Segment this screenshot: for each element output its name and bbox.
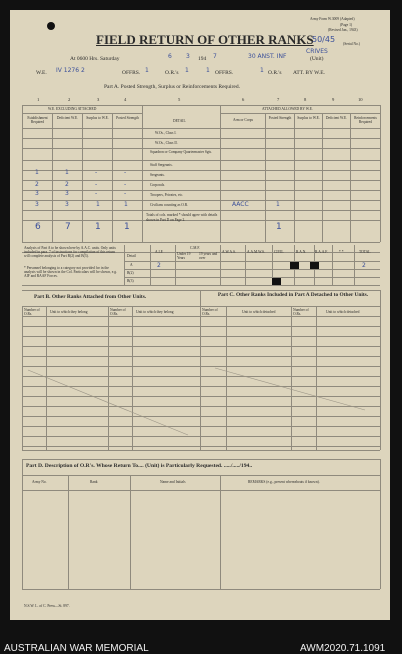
hw-cell[interactable]: 2 <box>35 181 39 188</box>
date-day[interactable]: 6 <box>168 53 172 60</box>
date-year[interactable]: 7 <box>213 53 217 60</box>
total-att[interactable]: 1 <box>276 222 282 232</box>
part-d-col-line <box>22 459 23 589</box>
cancel-line <box>215 368 365 410</box>
we-label: W.E. <box>36 70 47 76</box>
analysis-header: R.A.N. <box>296 250 307 254</box>
att-header: ATTACHED ALLOWED BY W.E. <box>262 107 313 111</box>
serial-value[interactable]: 50/45 <box>312 35 336 44</box>
att-label: ATT. BY W.E. <box>293 70 325 76</box>
we-header: W.E. EXCLUDING ATTACHED <box>48 107 97 111</box>
ors2-value[interactable]: 1 <box>260 67 264 74</box>
col-num: 9 <box>332 97 335 102</box>
att-col-4: Deficient W.E. <box>325 116 348 120</box>
detail-row: Civilians counting as O.R. <box>150 203 189 207</box>
part-d-head2 <box>22 490 380 491</box>
part-c-col: Number of O.Rs. <box>202 308 218 316</box>
footer-left: AUSTRALIAN WAR MEMORIAL <box>4 643 149 654</box>
analysis-row-label: B(2) <box>127 271 134 275</box>
detail-row: Sergeants. <box>150 173 165 177</box>
part-c-col: Unit to which detached <box>326 310 360 314</box>
part-c-col: Unit to which detached <box>242 310 276 314</box>
part-d-col-line <box>220 475 221 589</box>
detail-row: W.Os., Class I. <box>155 131 177 135</box>
printer-line: N.S.W. L. of C. Press—St. 897. <box>24 604 70 608</box>
part-bc-bottom <box>22 450 380 451</box>
form-title: FIELD RETURN OF OTHER RANKS <box>96 32 314 47</box>
part-d-col-line <box>380 459 381 589</box>
analysis-subheader: 19 years and over <box>199 252 218 260</box>
part-d-col-line <box>130 475 131 589</box>
detail-row: Corporals. <box>150 183 166 187</box>
analysis-header: A.I.F. <box>155 250 164 254</box>
hw-cell[interactable]: - <box>95 181 98 188</box>
part-c-title: Part C. Other Ranks Included in Part A Detached to Other Units. <box>217 292 369 298</box>
part-b-col: Number of O.Rs. <box>24 308 40 316</box>
detail-row: Totals of cols. marked * should agree with details shown in Part D on Page 2. <box>146 213 218 222</box>
hw-cell[interactable]: 1 <box>35 169 39 176</box>
analysis-header: TOTAL <box>359 250 371 254</box>
hw-cell[interactable]: - <box>124 190 127 197</box>
analysis-header: C.M.F. <box>190 246 200 250</box>
part-d-title: Part D. Description of O.R's. Whose Return To.... (Unit) is Particularly Requested. ...../...../194.. <box>26 463 253 469</box>
total-cell[interactable]: 1 <box>124 222 130 232</box>
part-d-col: Name and Initials <box>160 480 186 484</box>
part-b-col: Unit to which they belong <box>136 310 174 314</box>
att-col-1: Arm or Corps <box>233 118 253 122</box>
footer-right: AWM2020.71.1091 <box>300 643 386 654</box>
analysis-row-label: B(3) <box>127 279 134 283</box>
col-num: 2 <box>68 97 71 102</box>
analysis-note: Analysis of Part A to be shown here by A.A.C. units. Only units included in para. 7 of instructions for compilation of this return will complete analysis of Part B(2) and B(3). <box>24 246 116 259</box>
serial-label: (Serial No.) <box>343 42 360 46</box>
we-col-4: Posted Strength <box>116 116 139 120</box>
date-month[interactable]: 3 <box>186 53 190 60</box>
analysis-header: CIVIL <box>274 250 284 254</box>
col-num: 4 <box>124 97 127 102</box>
att-col-3: Surplus to W.E. <box>297 116 320 120</box>
total-cell[interactable]: 7 <box>65 222 71 232</box>
year-prefix: 194 <box>198 56 207 62</box>
part-d-col-line <box>68 475 69 589</box>
ors-label: O.R.'s <box>165 70 179 76</box>
hw-cell[interactable]: - <box>95 169 98 176</box>
part-d-col: Rank <box>90 480 98 484</box>
we-col-2: Deficient W.E. <box>56 116 79 120</box>
part-a-title: Part A. Posted Strength, Surplus or Reinforcements Required. <box>104 84 240 90</box>
part-c-col: Number of O.Rs. <box>293 308 309 316</box>
offrs-label: OFFRS. <box>122 70 141 76</box>
part-b-title: Part B. Other Ranks Attached from Other Units. <box>34 294 147 300</box>
hw-cell[interactable]: 2 <box>65 181 69 188</box>
part-b-col: Number of O.Rs. <box>110 308 126 316</box>
hw-cell[interactable]: 1 <box>124 201 128 208</box>
part-d-top <box>22 459 380 460</box>
hw-cell[interactable]: - <box>124 181 127 188</box>
ors-value[interactable]: 1 <box>185 67 189 74</box>
analysis-header: * * <box>339 250 344 254</box>
offrs2-value[interactable]: 1 <box>206 67 210 74</box>
asterisk-note: * Personnel belonging to a category not provided for in the analysis will be shown in the Col. Particulars will be shown, e.g. AIF and RAAF Forces. <box>24 266 117 279</box>
revised-date: (Revised Jan., 1943) <box>328 28 358 32</box>
detail-row: W.Os., Class II. <box>155 141 178 145</box>
col-num: 8 <box>304 97 307 102</box>
at-label: At 0600 Hrs. Saturday <box>70 56 120 62</box>
part-d-col: Army No. <box>32 480 47 484</box>
hw-cell[interactable]: 3 <box>65 201 69 208</box>
hw-att-arm[interactable]: AACC <box>232 201 249 208</box>
detail-row: Troopers, Privates, etc. <box>150 193 184 197</box>
col-num: 6 <box>242 97 245 102</box>
col-num: 1 <box>37 97 40 102</box>
col-num: 7 <box>277 97 280 102</box>
analysis-subheader: Under 19 Years <box>177 252 191 260</box>
att-col-2: Posted Strength <box>268 116 292 120</box>
hw-att-val[interactable]: 1 <box>276 201 280 208</box>
col-num: 10 <box>358 97 363 102</box>
hw-cell[interactable]: 3 <box>35 201 39 208</box>
detail-header: DETAIL <box>173 119 186 123</box>
hw-total-a[interactable]: 2 <box>362 262 366 269</box>
total-cell[interactable]: 1 <box>95 222 101 232</box>
form-paper <box>10 10 390 620</box>
detail-row: Squadron or Company Quartermaster Sgts. <box>150 150 212 154</box>
part-b-col: Unit to which they belong <box>50 310 88 314</box>
analysis-row-label: Detail <box>127 254 136 258</box>
offrs2-label: OFFRS. <box>215 70 234 76</box>
total-cell[interactable]: 6 <box>35 222 41 232</box>
hw-cell[interactable]: 1 <box>65 169 69 176</box>
hw-cell[interactable]: 3 <box>65 190 69 197</box>
hw-cell[interactable]: - <box>124 169 127 176</box>
part-d-bottom <box>22 589 380 590</box>
analysis-row-label: A <box>130 263 133 267</box>
unit-value[interactable]: 30 ANST. INF <box>248 53 287 60</box>
form-number: Army Form W.3009 (Adapted) <box>310 17 355 21</box>
we-value[interactable]: IV 1276 2 <box>56 67 85 74</box>
we-col-3: Surplus to W.E. <box>86 116 109 120</box>
unit-sub[interactable]: CRIVES <box>306 48 328 55</box>
analysis-header: R.A.A.F. <box>315 250 328 254</box>
hw-cell[interactable]: - <box>95 190 98 197</box>
hw-cell[interactable]: 3 <box>35 190 39 197</box>
col-num: 5 <box>178 97 181 102</box>
ors2-label: O.R.'s <box>268 70 282 76</box>
hw-cell[interactable]: 1 <box>96 201 100 208</box>
analysis-header: A.W.A.S. <box>222 250 236 254</box>
hw-aif-a[interactable]: 2 <box>157 262 161 269</box>
unit-label: (Unit) <box>310 56 324 62</box>
cancel-strokes <box>10 10 390 620</box>
att-col-5: Reinforcements Required <box>354 116 377 124</box>
cancel-line <box>28 370 188 435</box>
part-d-col: REMARKS (e.g., present whereabouts if known). <box>248 480 320 484</box>
we-col-1: Establishment Required <box>27 116 48 124</box>
offrs-value[interactable]: 1 <box>145 67 149 74</box>
part-d-head <box>22 475 380 476</box>
detail-row: Staff Sergeants. <box>150 163 173 167</box>
col-num: 3 <box>97 97 100 102</box>
page-info: (Page 1) <box>340 23 353 27</box>
analysis-header: A.A.M.W.S. <box>247 250 265 254</box>
